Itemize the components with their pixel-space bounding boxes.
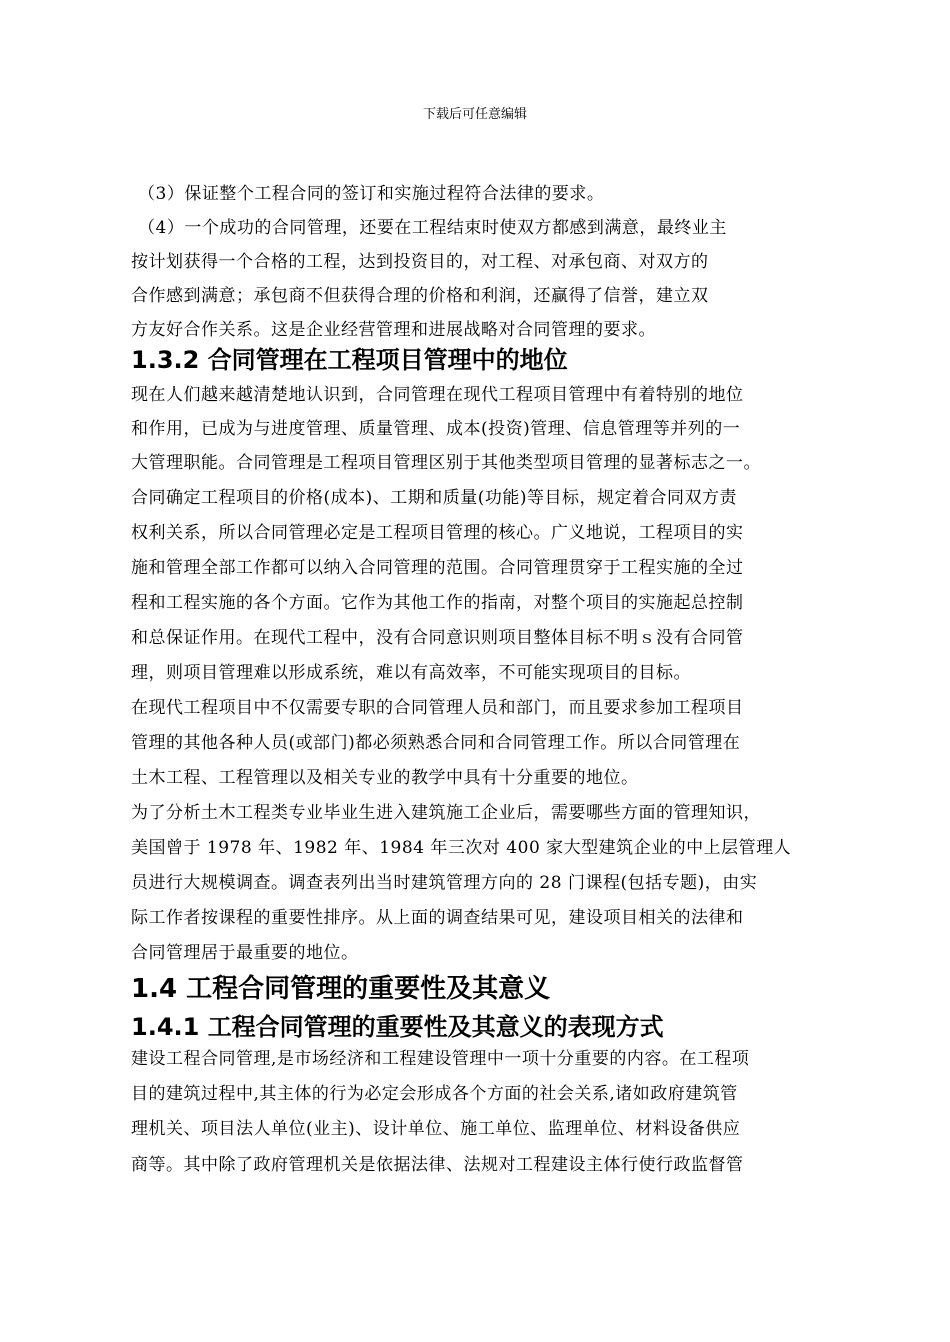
section-heading-1-4-1: 1.4.1 工程合同管理的重要性及其意义的表现方式 [131, 1013, 664, 1041]
paragraph-line: 美国曾于 1978 年、1982 年、1984 年三次对 400 家大型建筑企业的中上层管理人 [131, 838, 792, 858]
paragraph-line: 施和管理全部工作都可以纳入合同管理的范围。合同管理贯穿于工程实施的全过 [131, 558, 744, 578]
list-item-4: （4）一个成功的合同管理，还要在工程结束时使双方都感到满意，最终业主 [138, 218, 727, 238]
paragraph-line: 和总保证作用。在现代工程中，没有合同意识则项目整体目标不明ｓ没有合同管 [131, 628, 744, 648]
paragraph-line: 方友好合作关系。这是企业经营管理和进展战略对合同管理的要求。 [131, 320, 656, 340]
paragraph-line: 合作感到满意；承包商不但获得合理的价格和利润，还赢得了信誉，建立双 [131, 286, 709, 306]
paragraph-line: 合同管理居于最重要的地位。 [131, 943, 359, 963]
section-heading-1-3-2: 1.3.2 合同管理在工程项目管理中的地位 [131, 346, 568, 374]
paragraph-line: 为了分析土木工程类专业毕业生进入建筑施工企业后，需要哪些方面的管理知识， [131, 803, 761, 823]
paragraph-line: 商等。其中除了政府管理机关是依据法律、法规对工程建设主体行使行政监督管 [131, 1155, 744, 1175]
paragraph-line: 和作用，已成为与进度管理、质量管理、成本(投资)管理、信息管理等并列的一 [131, 419, 741, 439]
paragraph-line: 程和工程实施的各个方面。它作为其他工作的指南，对整个项目的实施起总控制 [131, 593, 744, 613]
paragraph-line: 理机关、项目法人单位(业主)、设计单位、施工单位、监理单位、材料设备供应 [131, 1119, 741, 1139]
page-header-note: 下载后可任意编辑 [422, 107, 527, 122]
paragraph-line: 员进行大规模调查。调查表列出当时建筑管理方向的 28 门课程(包括专题)，由实 [131, 873, 758, 893]
paragraph-line: 理，则项目管理难以形成系统，难以有高效率，不可能实现项目的目标。 [131, 663, 691, 683]
paragraph-line: 按计划获得一个合格的工程，达到投资目的，对工程、对承包商、对双方的 [131, 252, 709, 272]
paragraph-line: 现在人们越来越清楚地认识到，合同管理在现代工程项目管理中有着特别的地位 [131, 385, 744, 405]
paragraph-line: 在现代工程项目中不仅需要专职的合同管理人员和部门，而且要求参加工程项目 [131, 698, 744, 718]
paragraph-line: 际工作者按课程的重要性排序。从上面的调查结果可见，建设项目相关的法律和 [131, 908, 744, 928]
paragraph-line: 权利关系，所以合同管理必定是工程项目管理的核心。广义地说，工程项目的实 [131, 523, 744, 543]
paragraph-line: 建设工程合同管理,是市场经济和工程建设管理中一项十分重要的内容。在工程项 [131, 1049, 750, 1069]
paragraph-line: 土木工程、工程管理以及相关专业的教学中具有十分重要的地位。 [131, 768, 639, 788]
section-heading-1-4: 1.4 工程合同管理的重要性及其意义 [131, 974, 551, 1004]
paragraph-line: 合同确定工程项目的价格(成本)、工期和质量(功能)等目标，规定着合同双方责 [131, 488, 738, 508]
paragraph-line: 目的建筑过程中,其主体的行为必定会形成各个方面的社会关系,诸如政府建筑管 [131, 1084, 738, 1104]
paragraph-line: 大管理职能。合同管理是工程项目管理区别于其他类型项目管理的显著标志之一。 [131, 453, 761, 473]
paragraph-line: 管理的其他各种人员(或部门)都必须熟悉合同和合同管理工作。所以合同管理在 [131, 733, 741, 753]
list-item-3: （3）保证整个工程合同的签订和实施过程符合法律的要求。 [138, 184, 605, 204]
